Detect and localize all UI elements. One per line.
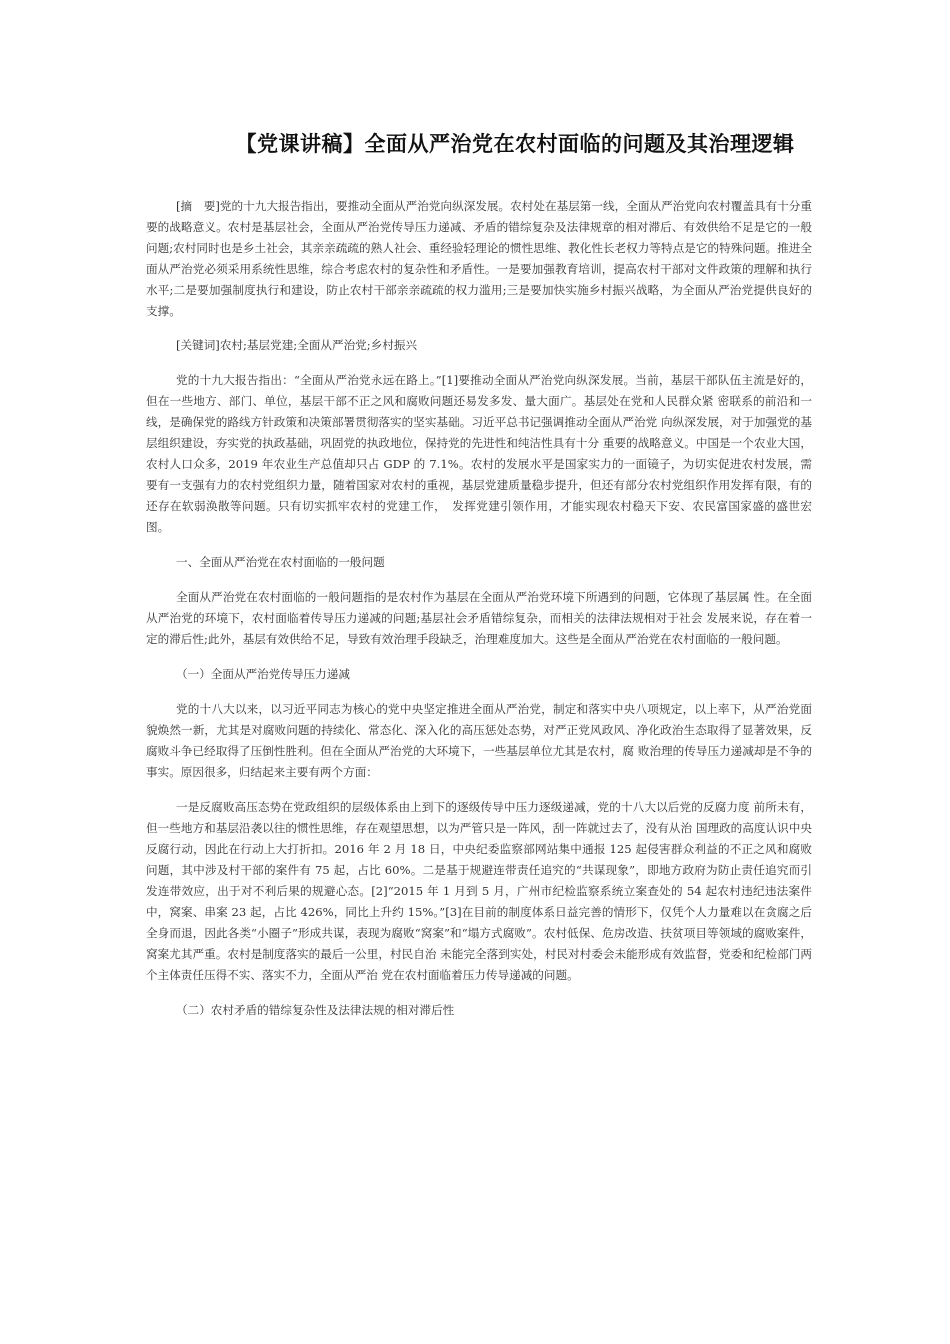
subsection1-paragraph-2: 一是反腐败高压态势在党政组织的层级体系由上到下的逐级传导中压力逐级递减，党的十八大以后党的反腐力度 前所未有，但一些地方和基层沿袭以往的惯性思维，存在观望思想，以为严管只是一阵风，刮一阵就过去了，没有从治 国理政的高度认识中央反腐行动，因此在行动上大打折扣。2016 年 2 月 18 日，中央纪委监察部网站集中通报 125 起侵害群众利益的不正之风和腐败问题，其中涉及村干部的案件有 75 起，占比 60%。二是基于规避连带责任追究的“共谋现象”，即地方政府为防止责任追究而引发连带效应，出于对不利后果的规避心态。[2]“2015 年 1 月到 5 月，广州市纪检监察系统立案查处的 54 起农村违纪违法案件中，窝案、串案 23 起，占比 426%，同比上升约 15%。”[3]在目前的制度体系日益完善的情形下，仅凭个人力量难以在贪腐之后全身而退，因此各类“小圈子”形成共谋，表现为腐败“窝案”和“塌方式腐败”。农村低保、危房改造、扶贫项目等领域的腐败案件，窝案尤其严重。农村是制度落实的最后一公里，村民自治 未能完全落到实处，村民对村委会未能形成有效监督，党委和纪检部门两个主体责任压得不实、落实不力，全面从严治 党在农村面临着压力传导递减的问题。 [146,800,812,982]
abstract-paragraph: [摘 要]党的十九大报告指出，要推动全面从严治党向纵深发展。农村处在基层第一线，全面从严治党向农村覆盖具有十分重要的战略意义。农村是基层社会，全面从严治党传导压力递减、矛盾的错综复杂及法律规章的相对滞后、有效供给不足是它的一般问题;农村同时也是乡土社会，其亲亲疏疏的熟人社会、重经验轻理论的惯性思维、教化性长老权力等特点是它的特殊问题。推进全面从严治党必须采用系统性思维，综合考虑农村的复杂性和矛盾性。一是要加强教育培训，提高农村干部对文件政策的理解和执行水平;二是要加强制度执行和建设，防止农村干部亲亲疏疏的权力滥用;三是要加快实施乡村振兴战略，为全面从严治党提供良好的支撑。 [146,199,812,318]
keywords-paragraph: [关键词]农村;基层党建;全面从严治党;乡村振兴 [176,338,418,352]
subsection1-heading: （一）全面从严治党传导压力递减 [176,667,350,681]
section1-heading: 一、全面从严治党在农村面临的一般问题 [176,555,385,569]
section1-paragraph: 全面从严治党在农村面临的一般问题指的是农村作为基层在全面从严治党环境下所遇到的问题，它体现了基层属 性。在全面从严治党的环境下，农村面临着传导压力递减的问题;基层社会矛盾错综复杂，而相关的法律法规相对于社会 发展来说，存在着一定的滞后性;此外，基层有效供给不足，导致有效治理手段缺乏，治理难度加大。这些是全面从严治党在农村面临的一般问题。 [146,590,812,646]
document-body [146,196,812,1021]
intro-paragraph: 党的十九大报告指出：“全面从严治党永远在路上。”[1]要推动全面从严治党向纵深发展。当前，基层干部队伍主流是好的，但在一些地方、部门、单位，基层干部不正之风和腐败问题还易发多发、量大面广。基层处在党和人民群众紧 密联系的前沿和一线，是确保党的路线方针政策和决策部署贯彻落实的坚实基础。习近平总书记强调推动全面从严治党 向纵深发展，对于加强党的基层组织建设，夯实党的执政基础，巩固党的执政地位，保持党的先进性和纯洁性具有十分 重要的战略意义。中国是一个农业大国，农村人口众多，2019 年农业生产总值却只占 GDP 的 7.1%。农村的发展水平是国家实力的一面镜子，为切实促进农村发展，需要有一支强有力的农村党组织力量，随着国家对农村的重视，基层党建质量稳步提升，但还有部分农村党组织作用发挥有限，有的还存在软弱涣散等问题。只有切实抓牢农村的党建工作， 发挥党建引领作用，才能实现农村稳天下安、农民富国家盛的盛世宏图。 [146,373,812,534]
subsection1-paragraph-1: 党的十八大以来，以习近平同志为核心的党中央坚定推进全面从严治党，制定和落实中央八项规定，以上率下，从严治党面貌焕然一新，尤其是对腐败问题的持续化、常态化、深入化的高压惩处态势，对严正党风政风、净化政治生态取得了显著效果，反腐败斗争已经取得了压倒性胜利。但在全面从严治党的大环境下，一些基层单位尤其是农村，腐 败治理的传导压力递减却是不争的事实。原因很多，归结起来主要有两个方面： [146,702,812,779]
document-title: 【党课讲稿】全面从严治党在农村面临的问题及其治理逻辑 [235,132,795,156]
subsection2-heading: （二）农村矛盾的错综复杂性及法律法规的相对滞后性 [176,1003,455,1017]
